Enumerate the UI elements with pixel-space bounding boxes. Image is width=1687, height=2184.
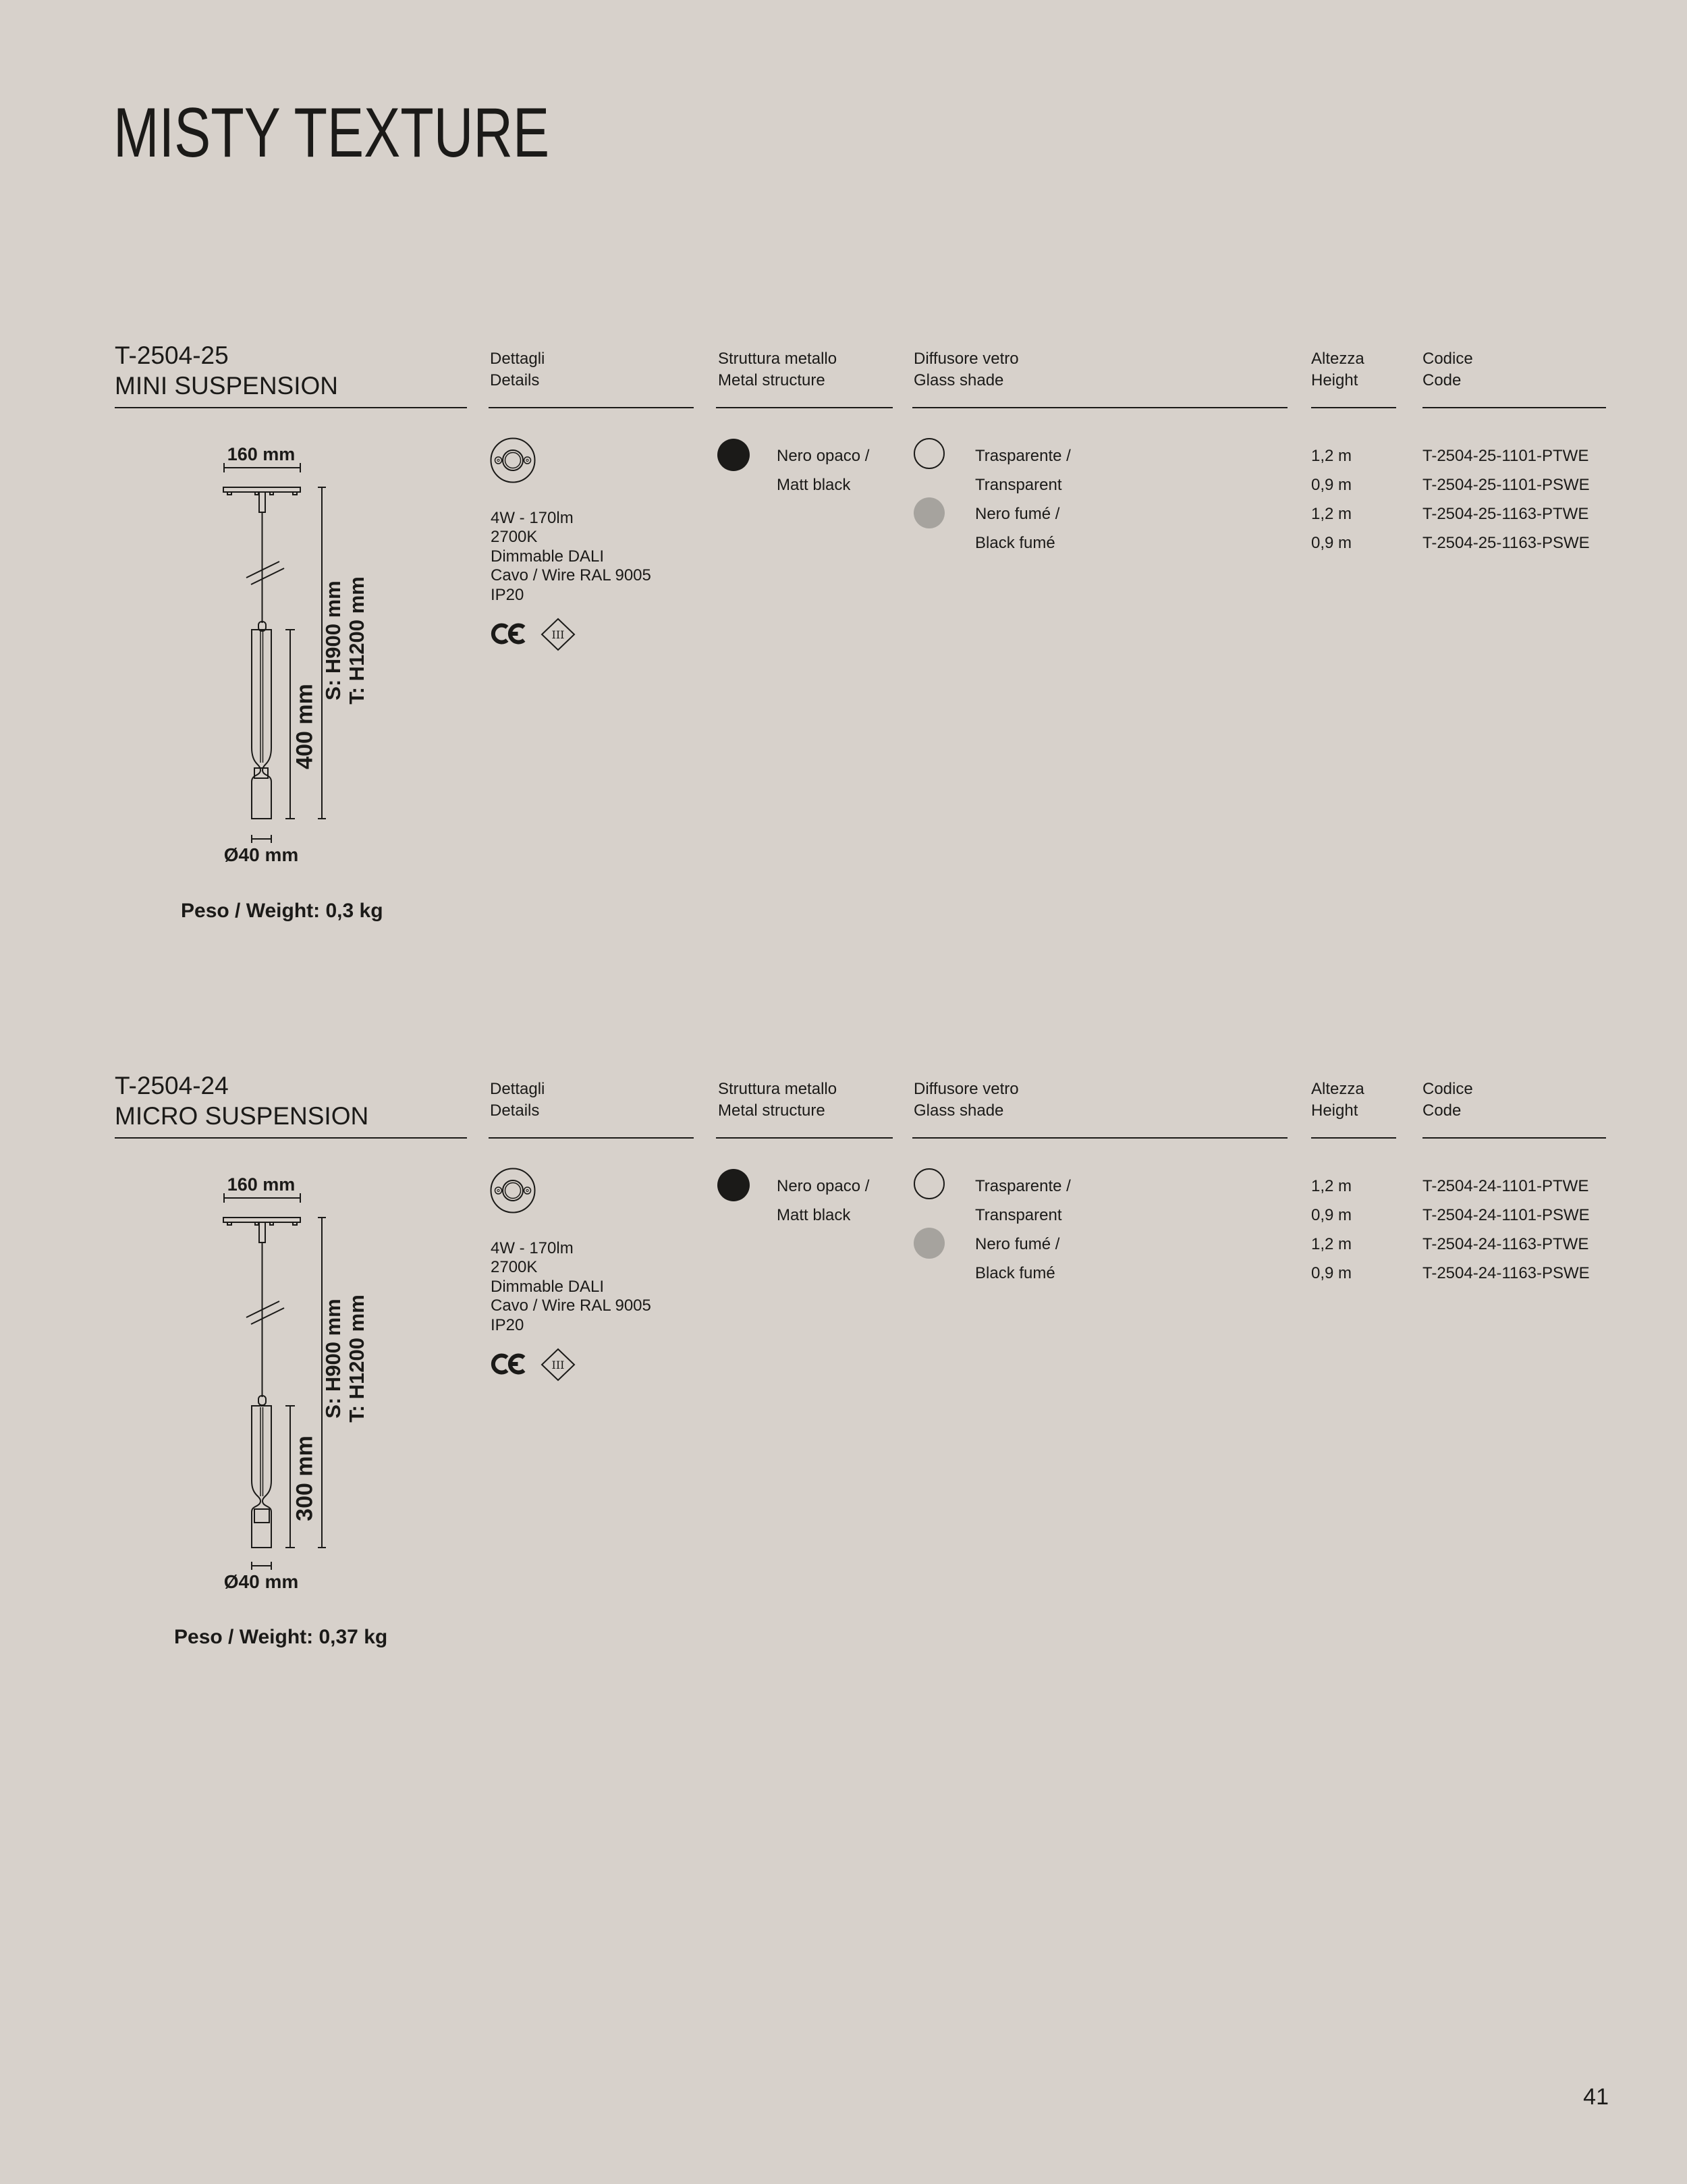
class-iii-icon bbox=[541, 618, 576, 651]
rule-code bbox=[1422, 1137, 1606, 1139]
product-code: T-2504-24 bbox=[115, 1072, 229, 1099]
spec-line: Cavo / Wire RAL 9005 bbox=[491, 566, 651, 585]
metal-option bbox=[777, 1172, 869, 1230]
column-header-glass-it: Diffusore vetro bbox=[914, 350, 1019, 368]
glass-option-it: Trasparente / bbox=[975, 1177, 1071, 1195]
spec-list bbox=[491, 509, 651, 605]
metal-option-en: Matt black bbox=[777, 476, 851, 494]
column-header-height bbox=[1311, 348, 1364, 391]
height-value: 0,9 m bbox=[1311, 476, 1352, 494]
dimension-label-suspension-t: T: H1200 mm bbox=[345, 1294, 368, 1423]
spec-line: IP20 bbox=[491, 1315, 524, 1334]
glass-options bbox=[975, 441, 1071, 557]
product-name: MICRO SUSPENSION bbox=[115, 1102, 369, 1130]
glass-option-en: Black fumé bbox=[975, 534, 1055, 552]
dimension-label-diameter: Ø40 mm bbox=[223, 844, 299, 865]
column-header-code-en: Code bbox=[1422, 1101, 1462, 1120]
dimension-label-width: 160 mm bbox=[227, 1174, 296, 1195]
column-header-metal bbox=[718, 348, 837, 391]
glass-option-it: Trasparente / bbox=[975, 447, 1071, 465]
rule-height bbox=[1311, 407, 1396, 408]
column-header-metal-it: Struttura metallo bbox=[718, 350, 837, 368]
product-code: T-2504-25 bbox=[115, 342, 229, 369]
rule-code bbox=[1422, 407, 1606, 408]
dimension-label-body-height: 300 mm bbox=[292, 1436, 318, 1521]
column-header-details bbox=[490, 348, 545, 391]
product-code-value: T-2504-25-1163-PTWE bbox=[1422, 505, 1589, 523]
catalog-title: MISTY TEXTURE bbox=[113, 94, 550, 172]
dimension-label-suspension-s: S: H900 mm bbox=[321, 1299, 345, 1419]
dimension-label-suspension-t: T: H1200 mm bbox=[345, 576, 368, 705]
height-value: 1,2 m bbox=[1311, 447, 1352, 465]
height-value: 1,2 m bbox=[1311, 1235, 1352, 1253]
metal-option-en: Matt black bbox=[777, 1206, 851, 1224]
column-header-height-en: Height bbox=[1311, 371, 1358, 389]
column-header-glass-en: Glass shade bbox=[914, 1101, 1004, 1120]
product-code-value: T-2504-24-1163-PSWE bbox=[1422, 1264, 1590, 1282]
spec-line: Cavo / Wire RAL 9005 bbox=[491, 1296, 651, 1315]
column-header-metal-it: Struttura metallo bbox=[718, 1080, 837, 1098]
canopy-top-view-icon bbox=[487, 1165, 538, 1216]
column-header-height-en: Height bbox=[1311, 1101, 1358, 1120]
spec-line: 4W - 170lm bbox=[491, 509, 574, 527]
code-values bbox=[1422, 441, 1590, 557]
rule-glass bbox=[912, 1137, 1288, 1139]
rule-details bbox=[489, 1137, 694, 1139]
dimension-label-suspension-s: S: H900 mm bbox=[321, 580, 345, 701]
column-header-glass bbox=[914, 1079, 1019, 1122]
rule-metal bbox=[716, 1137, 893, 1139]
height-values bbox=[1311, 1172, 1352, 1288]
height-value: 0,9 m bbox=[1311, 1206, 1352, 1224]
spec-line: 2700K bbox=[491, 1258, 538, 1277]
class-iii-icon bbox=[541, 1348, 576, 1382]
glass-option-en: Black fumé bbox=[975, 1264, 1055, 1282]
column-header-glass-it: Diffusore vetro bbox=[914, 1080, 1019, 1098]
spec-list bbox=[491, 1239, 651, 1335]
glass-swatch-black-fume bbox=[914, 1228, 945, 1259]
column-header-height-it: Altezza bbox=[1311, 350, 1364, 368]
product-code-value: T-2504-24-1101-PTWE bbox=[1422, 1177, 1589, 1195]
glass-option-en: Transparent bbox=[975, 476, 1062, 494]
glass-option-it: Nero fumé / bbox=[975, 1235, 1060, 1253]
dimension-label-body-height: 400 mm bbox=[292, 684, 318, 769]
column-header-details-it: Dettagli bbox=[490, 1080, 545, 1098]
technical-drawing-mini-suspension bbox=[155, 425, 439, 925]
technical-drawing-micro-suspension bbox=[155, 1155, 439, 1655]
rule-metal bbox=[716, 407, 893, 408]
product-section-micro-suspension bbox=[0, 1068, 1687, 1797]
column-header-details-en: Details bbox=[490, 371, 540, 389]
rule-product bbox=[115, 407, 467, 408]
column-header-details-en: Details bbox=[490, 1101, 540, 1120]
product-code-value: T-2504-25-1101-PTWE bbox=[1422, 447, 1589, 465]
column-header-height bbox=[1311, 1079, 1364, 1122]
height-value: 0,9 m bbox=[1311, 1264, 1352, 1282]
spec-line: Dimmable DALI bbox=[491, 547, 605, 566]
metal-option-it: Nero opaco / bbox=[777, 1177, 870, 1195]
column-header-glass-en: Glass shade bbox=[914, 371, 1004, 389]
rule-details bbox=[489, 407, 694, 408]
column-header-code bbox=[1422, 348, 1473, 391]
column-header-code-it: Codice bbox=[1422, 1080, 1473, 1098]
class-iii-label: III bbox=[551, 1359, 565, 1371]
column-header-code-it: Codice bbox=[1422, 350, 1473, 368]
product-name: MINI SUSPENSION bbox=[115, 372, 338, 400]
column-header-metal bbox=[718, 1079, 837, 1122]
height-value: 1,2 m bbox=[1311, 1177, 1352, 1195]
ce-mark-icon bbox=[491, 1351, 528, 1377]
class-iii-label: III bbox=[551, 628, 565, 641]
canopy-top-view-icon bbox=[487, 435, 538, 486]
dimension-label-diameter: Ø40 mm bbox=[223, 1571, 299, 1592]
product-code-value: T-2504-25-1163-PSWE bbox=[1422, 534, 1590, 552]
metal-option-it: Nero opaco / bbox=[777, 447, 870, 465]
glass-swatch-transparent bbox=[914, 1168, 945, 1199]
glass-options bbox=[975, 1172, 1071, 1288]
dimension-label-width: 160 mm bbox=[227, 444, 296, 464]
column-header-details bbox=[490, 1079, 545, 1122]
product-code-value: T-2504-24-1101-PSWE bbox=[1422, 1206, 1590, 1224]
metal-option bbox=[777, 441, 869, 499]
height-value: 0,9 m bbox=[1311, 534, 1352, 552]
glass-swatch-transparent bbox=[914, 438, 945, 469]
product-code-value: T-2504-25-1101-PSWE bbox=[1422, 476, 1590, 494]
column-header-code-en: Code bbox=[1422, 371, 1462, 389]
metal-swatch-matt-black bbox=[717, 439, 750, 471]
glass-swatch-black-fume bbox=[914, 497, 945, 528]
weight-label: Peso / Weight: 0,37 kg bbox=[174, 1626, 388, 1648]
spec-line: 4W - 170lm bbox=[491, 1239, 574, 1257]
column-header-glass bbox=[914, 348, 1019, 391]
page-number: 41 bbox=[1583, 2084, 1609, 2110]
spec-line: 2700K bbox=[491, 528, 538, 547]
weight-label: Peso / Weight: 0,3 kg bbox=[181, 900, 383, 922]
spec-line: IP20 bbox=[491, 585, 524, 604]
height-value: 1,2 m bbox=[1311, 505, 1352, 523]
product-heading bbox=[115, 340, 338, 401]
rule-glass bbox=[912, 407, 1288, 408]
product-heading bbox=[115, 1070, 368, 1131]
code-values bbox=[1422, 1172, 1590, 1288]
spec-line: Dimmable DALI bbox=[491, 1277, 605, 1296]
column-header-code bbox=[1422, 1079, 1473, 1122]
column-header-details-it: Dettagli bbox=[490, 350, 545, 368]
product-code-value: T-2504-24-1163-PTWE bbox=[1422, 1235, 1589, 1253]
metal-swatch-matt-black bbox=[717, 1169, 750, 1201]
ce-mark-icon bbox=[491, 621, 528, 647]
column-header-metal-en: Metal structure bbox=[718, 1101, 825, 1120]
glass-option-en: Transparent bbox=[975, 1206, 1062, 1224]
column-header-height-it: Altezza bbox=[1311, 1080, 1364, 1098]
rule-height bbox=[1311, 1137, 1396, 1139]
product-section-mini-suspension bbox=[0, 337, 1687, 1066]
rule-product bbox=[115, 1137, 467, 1139]
column-header-metal-en: Metal structure bbox=[718, 371, 825, 389]
glass-option-it: Nero fumé / bbox=[975, 505, 1060, 523]
height-values bbox=[1311, 441, 1352, 557]
